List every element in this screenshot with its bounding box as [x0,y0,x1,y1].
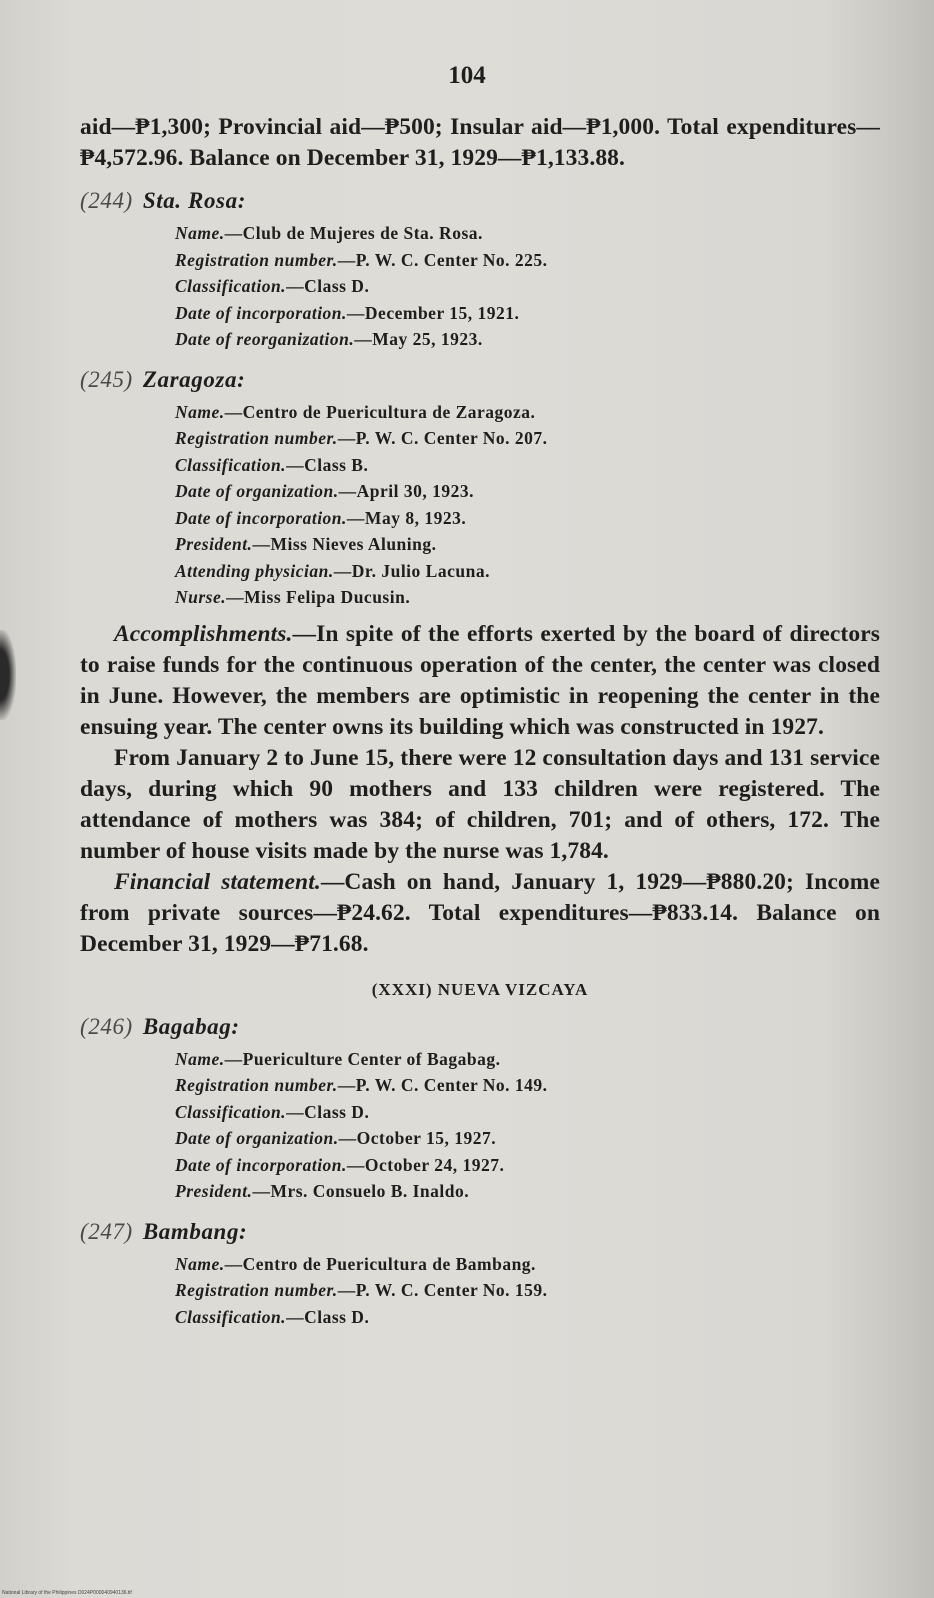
field-registration-number: Registration number.—P. W. C. Center No. 159. [175,1280,548,1300]
field-registration-number: Registration number.—P. W. C. Center No. 225. [175,249,548,270]
section-heading: (XXXI) NUEVA VIZCAYA [371,979,589,999]
field-president: President.—Miss Nieves Aluning. [175,534,437,554]
entry-number: (246) [80,1013,133,1039]
intro-paragraph: aid—₱1,300; Provincial aid—₱500; Insular aid—₱1,000. Total expenditures—₱4,572.96. Balance on December 31, 1929—₱1,133.88. [80,114,880,171]
field-date-of-incorporation: Date of incorporation.—December 15, 1921. [175,302,520,323]
entry-245 [80,367,880,611]
field-date-of-organization: Date of organization.—April 30, 1923. [175,481,475,501]
field-date-of-incorporation: Date of incorporation.—May 8, 1923. [175,507,467,528]
field-registration-number: Registration number.—P. W. C. Center No. 207. [175,428,548,448]
field-classification: Classification.—Class B. [175,454,369,475]
entry-number: (247) [80,1218,133,1244]
entry-place: Zaragoza: [142,366,246,392]
entry-fields [175,399,880,611]
entry-fields [175,1251,880,1331]
entry-heading [80,1014,880,1040]
field-classification: Classification.—Class D. [175,1306,370,1327]
field-date-of-incorporation: Date of incorporation.—October 24, 1927. [175,1154,505,1175]
field-date-of-organization: Date of organization.—October 15, 1927. [175,1128,497,1148]
field-classification: Classification.—Class D. [175,1101,370,1122]
page-number: 104 [448,62,486,89]
entry-number: (244) [80,188,133,213]
attendance-paragraph: From January 2 to June 15, there were 12 consultation days and 131 service days, during which 90 mothers and 133 children were registered. The attendance of mothers was 384; of children, 701; and of others, 172. The number of house visits made by the nurse was 1,784. [80,744,880,864]
field-date-of-reorganization: Date of reorganization.—May 25, 1923. [175,329,483,349]
field-nurse: Nurse.—Miss Felipa Ducusin. [175,587,411,607]
entry-place: Bagabag: [142,1013,240,1039]
entry-number: (245) [80,366,133,392]
entry-place: Bambang: [142,1218,248,1244]
page-body [80,112,880,1338]
financial-statement-paragraph: Financial statement.—Cash on hand, January 1, 1929—₱880.20; Income from private sources—₱24.62. Total expenditures—₱833.14. Balance on December 31, 1929—₱71.68. [80,868,880,957]
entry-place: Sta. Rosa: [142,188,246,213]
entry-heading [80,1219,880,1245]
accomplishments-paragraph: Accomplishments.—In spite of the efforts exerted by the board of directors to raise funds for the continuous operation of the center, the center was closed in June. However, the members are optimistic in reopening the center in the ensuing year. The center owns its building which was constructed in 1927. [80,620,880,740]
binding-shadow [0,630,16,720]
entry-247 [80,1219,880,1331]
scan-credit: National Library of the Philippines D024P000040940136.tif [2,1590,132,1596]
entry-fields [175,1046,880,1205]
entry-fields [175,220,880,353]
entry-heading [80,188,880,214]
field-president: President.—Mrs. Consuelo B. Inaldo. [175,1181,470,1201]
entry-heading [80,367,880,393]
field-registration-number: Registration number.—P. W. C. Center No. 149. [175,1075,548,1095]
field-name: Name.—Centro de Puericultura de Bambang. [175,1253,536,1274]
field-name: Name.—Club de Mujeres de Sta. Rosa. [175,223,483,243]
field-name: Name.—Puericulture Center of Bagabag. [175,1048,501,1069]
field-name: Name.—Centro de Puericultura de Zaragoza. [175,401,536,422]
entry-244 [80,188,880,353]
field-classification: Classification.—Class D. [175,276,370,296]
field-attending-physician: Attending physician.—Dr. Julio Lacuna. [175,560,490,581]
entry-246 [80,1014,880,1205]
